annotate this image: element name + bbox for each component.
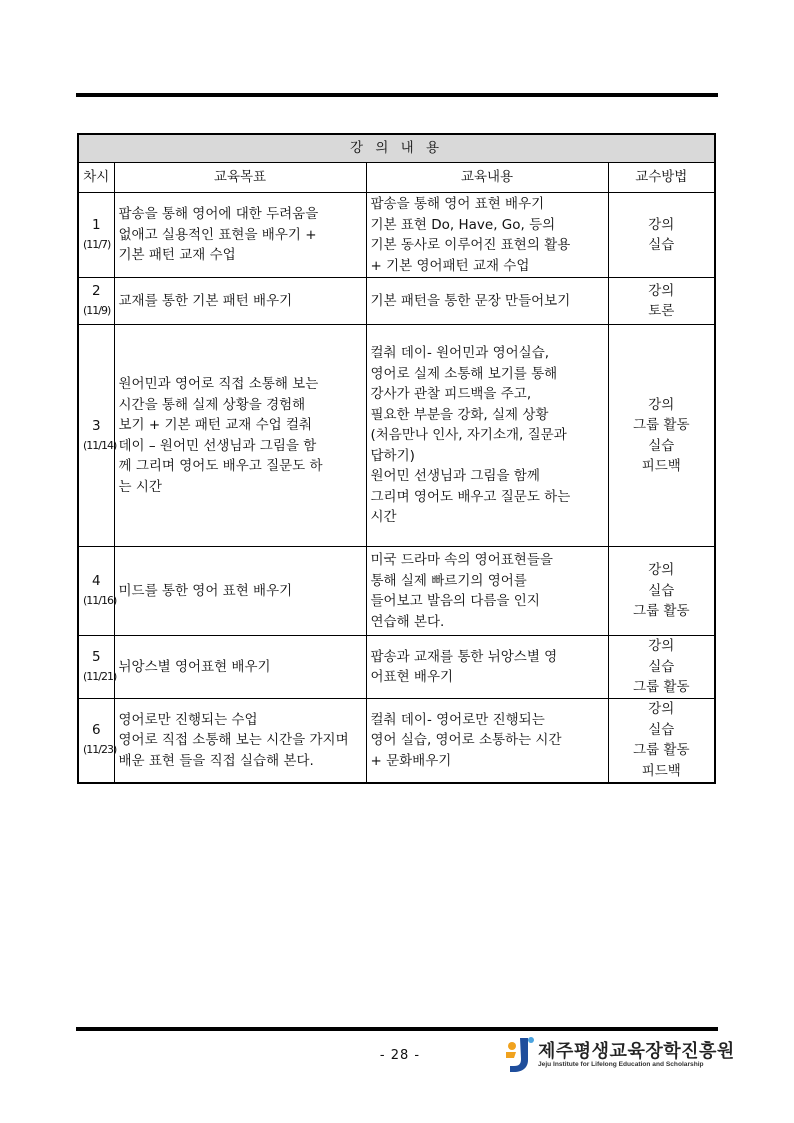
content-line: 답하기): [370, 447, 415, 464]
header-session: 차시: [78, 163, 114, 193]
session-cell: [78, 547, 117, 636]
method-line: 실습: [648, 437, 675, 454]
method-cell: [608, 547, 715, 636]
table-row: [78, 193, 715, 278]
method-line: 실습: [648, 658, 675, 675]
goal-line: 뉘앙스별 영어표현 배우기: [118, 658, 271, 675]
session-number: 1: [91, 217, 101, 233]
method-line: 실습: [648, 582, 675, 599]
content-line: 어표현 배우기: [370, 669, 454, 685]
method-line: 강의: [648, 216, 675, 233]
method-line: 그룹 활동: [633, 742, 690, 759]
method-line: 그룹 활동: [633, 679, 690, 696]
page-number: - 28 -: [379, 1048, 421, 1063]
session-number: 4: [91, 573, 101, 589]
method-line: 실습: [648, 721, 675, 738]
goal-line: 영어로만 진행되는 수업: [118, 711, 258, 728]
org-logo: [502, 1034, 735, 1074]
goal-line: 원어민과 영어로 직접 소통해 보는: [118, 376, 319, 392]
content-cell: [366, 325, 608, 547]
table-row: [78, 325, 715, 547]
content-line: 시간: [370, 509, 397, 526]
goal-line: 팝송을 통해 영어에 대한 두려움을: [118, 206, 319, 223]
method-line: 피드백: [641, 762, 681, 779]
method-line: 강의: [648, 638, 675, 655]
session-date: (11/21): [83, 670, 117, 683]
header-goal: 교육목표: [114, 163, 366, 193]
method-line: 토론: [648, 303, 675, 319]
content-line: 기본 패턴을 통한 문장 만들어보기: [370, 292, 571, 309]
goal-line: 보기 + 기본 패턴 교재 수업 컬춰: [118, 417, 313, 433]
goal-line: 교재를 통한 기본 패턴 배우기: [118, 292, 293, 309]
content-cell: [366, 278, 608, 325]
content-line: 원어민 선생님과 그림을 함께: [370, 468, 540, 485]
table-header-row: [78, 163, 715, 193]
session-cell: [78, 325, 117, 547]
session-number: 5: [91, 649, 101, 665]
method-line: 강의: [648, 701, 675, 718]
content-cell: [366, 636, 608, 699]
goal-cell: [114, 325, 366, 547]
content-cell: [366, 547, 608, 636]
org-emblem-icon: [502, 1034, 536, 1074]
method-cell: [608, 636, 715, 699]
goal-line: 는 시간: [118, 478, 162, 495]
content-line: 필요한 부분을 강화, 실제 상황: [370, 406, 549, 423]
table-title-row: [78, 134, 715, 163]
content-line: 연습해 본다.: [370, 613, 445, 630]
footer-rule: [76, 1027, 718, 1031]
org-name-english: Jeju Institute for Lifelong Education and Scholarship: [538, 1061, 704, 1068]
method-cell: [608, 278, 715, 325]
content-line: 영어 실습, 영어로 소통하는 시간: [370, 732, 562, 748]
goal-line: 없애고 실용적인 표현을 배우기 +: [118, 226, 317, 243]
method-line: 강의: [648, 396, 675, 413]
session-cell: [78, 193, 114, 278]
method-line: 그룹 활동: [633, 603, 690, 620]
content-line: 미국 드라마 속의 영어표현들을: [370, 552, 553, 568]
table-title: 강 의 내 용: [78, 134, 715, 163]
header-method: 교수방법: [608, 163, 715, 193]
goal-line: 영어로 직접 소통해 보는 시간을 가지며: [118, 732, 349, 748]
header-content: 교육내용: [366, 163, 608, 193]
method-cell: [608, 699, 715, 783]
org-name-korean: 제주평생교육장학진흥원: [538, 1041, 735, 1062]
method-cell: [608, 193, 715, 278]
content-line: 영어로 실제 소통해 보기를 통해: [370, 365, 558, 382]
goal-cell: [114, 193, 366, 278]
content-line: 통해 실제 빠르기의 영어를: [370, 572, 527, 589]
table-row: [78, 547, 715, 636]
table-row: [78, 636, 715, 699]
content-line: 그리며 영어도 배우고 질문도 하는: [370, 488, 571, 505]
goal-line: 미드를 통한 영어 표현 배우기: [118, 582, 293, 599]
content-line: 강사가 관찰 피드백을 주고,: [370, 386, 532, 403]
method-line: 실습: [648, 237, 675, 253]
goal-cell: [114, 547, 366, 636]
content-line: 컬춰 데이- 영어로만 진행되는: [370, 711, 545, 728]
content-line: 기본 동사로 이루어진 표현의 활용: [370, 237, 571, 253]
session-cell: [78, 699, 117, 783]
content-line: + 문화배우기: [370, 752, 452, 769]
method-cell: [608, 325, 715, 547]
session-number: 2: [91, 283, 101, 299]
content-line: 컬춰 데이- 원어민과 영어실습,: [370, 345, 550, 362]
content-line: 팝송을 통해 영어 표현 배우기: [370, 196, 545, 212]
session-date: (11/23): [83, 743, 117, 757]
session-date: (11/16): [83, 594, 117, 607]
goal-line: 기본 패턴 교재 수업: [118, 247, 236, 264]
goal-line: 시간을 통해 실제 상황을 경험해: [118, 396, 306, 413]
session-date: (11/14): [83, 438, 117, 452]
table-row: [78, 278, 715, 325]
session-date: (11/7): [83, 238, 111, 251]
method-line: 그룹 활동: [633, 417, 690, 433]
goal-line: 배운 표현 들을 직접 실습해 본다.: [118, 752, 314, 769]
goal-line: 께 그리며 영어도 배우고 질문도 하: [118, 458, 323, 474]
lecture-content-table: [77, 133, 716, 784]
table-row: [78, 699, 715, 783]
method-line: 강의: [648, 282, 675, 299]
content-cell: [366, 699, 608, 783]
content-line: 기본 표현 Do, Have, Go, 등의: [370, 216, 556, 233]
session-cell: [78, 278, 114, 325]
session-date: (11/9): [83, 304, 111, 317]
goal-cell: [114, 636, 366, 699]
header-rule: [76, 93, 718, 97]
method-line: 피드백: [641, 458, 681, 474]
goal-cell: [114, 278, 366, 325]
session-cell: [78, 636, 117, 699]
session-number: 3: [91, 417, 101, 434]
content-line: (처음만나 인사, 자기소개, 질문과: [370, 427, 567, 444]
content-line: 들어보고 발음의 다름을 인지: [370, 593, 540, 609]
session-number: 6: [91, 722, 101, 739]
content-line: 팝송과 교재를 통한 뉘앙스별 영: [370, 648, 558, 665]
goal-cell: [114, 699, 366, 783]
content-line: + 기본 영어패턴 교재 수업: [370, 257, 530, 274]
goal-line: 데이 – 원어민 선생님과 그림을 함: [118, 437, 317, 454]
method-line: 강의: [648, 562, 675, 579]
content-cell: [366, 193, 608, 278]
